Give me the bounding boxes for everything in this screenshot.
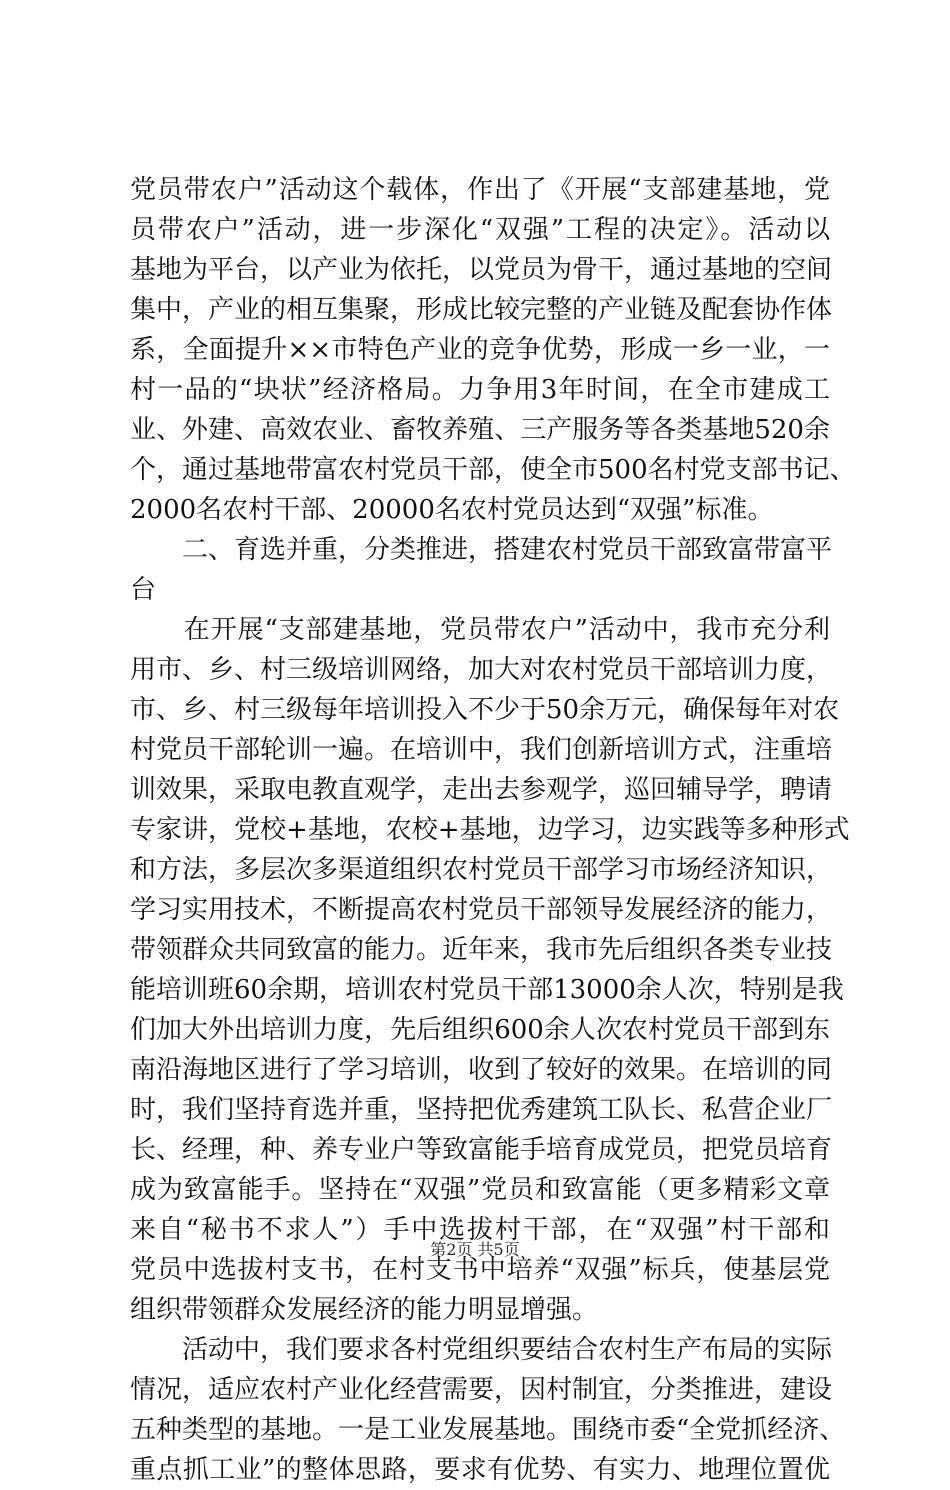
text-line: 党员中选拔村支书，在村支书中培养“双强”标兵，使基层党 — [130, 1255, 830, 1285]
text-line: 活动中，我们要求各村党组织要结合农村生产布局的实际 — [130, 1335, 833, 1365]
text-line: 来自“秘书不求人”）手中选拔村干部，在“双强”村干部和 — [130, 1215, 830, 1245]
text-line: 训效果，采取电教直观学，走出去参观学，巡回辅导学，聘请 — [130, 775, 833, 805]
text-line: 系，全面提升××市特色产业的竞争优势，形成一乡一业，一 — [130, 335, 830, 365]
text-line: 重点抓工业”的整体思路，要求有优势、有实力、地理位置优 — [130, 1455, 830, 1485]
text-line: 2000名农村干部、20000名农村党员达到“双强”标准。 — [130, 495, 774, 525]
text-line: 业、外建、高效农业、畜牧养殖、三产服务等各类基地520余 — [130, 415, 830, 445]
text-line: 情况，适应农村产业化经营需要，因村制宜，分类推进，建设 — [130, 1375, 833, 1405]
text-line: 村一品的“块状”经济格局。力争用3年时间，在全市建成工 — [130, 375, 830, 405]
text-line: 村党员干部轮训一遍。在培训中，我们创新培训方式，注重培 — [130, 735, 833, 765]
text-line: 五种类型的基地。一是工业发展基地。围绕市委“全党抓经济、 — [130, 1415, 846, 1445]
text-line: 基地为平台，以产业为依托，以党员为骨干，通过基地的空间 — [130, 255, 833, 285]
text-line: 们加大外出培训力度，先后组织600余人次农村党员干部到东 — [130, 1015, 830, 1045]
text-line: 用市、乡、村三级培训网络，加大对农村党员干部培训力度， — [130, 655, 833, 685]
document-body — [130, 170, 856, 1490]
text-line: 南沿海地区进行了学习培训，收到了较好的效果。在培训的同 — [130, 1055, 833, 1085]
text-line: 个，通过基地带富农村党员干部，使全市500名村党支部书记、 — [130, 455, 856, 485]
text-line: 成为致富能手。坚持在“双强”党员和致富能（更多精彩文章 — [130, 1175, 830, 1205]
text-line: 党员带农户”活动这个载体，作出了《开展“支部建基地，党 — [130, 175, 830, 205]
text-line: 学习实用技术，不断提高农村党员干部领导发展经济的能力， — [130, 895, 833, 925]
section-heading: 台 — [130, 575, 157, 605]
section-heading: 二、育选并重，分类推进，搭建农村党员干部致富带富平 — [130, 535, 833, 565]
text-line: 专家讲，党校+基地，农校+基地，边学习，边实践等多种形式 — [130, 815, 850, 845]
text-line: 组织带领群众发展经济的能力明显增强。 — [130, 1295, 599, 1325]
text-line: 在开展“支部建基地，党员带农户”活动中，我市充分利 — [130, 615, 830, 645]
page-footer: 第2页 共5页 — [430, 1240, 520, 1259]
text-line: 时，我们坚持育选并重，坚持把优秀建筑工队长、私营企业厂 — [130, 1095, 833, 1125]
text-line: 市、乡、村三级每年培训投入不少于50余万元，确保每年对农 — [130, 695, 840, 725]
text-line: 能培训班60余期，培训农村党员干部13000余人次，特别是我 — [130, 975, 844, 1005]
text-line: 员带农户”活动，进一步深化“双强”工程的决定》。活动以 — [130, 215, 830, 245]
text-line: 和方法，多层次多渠道组织农村党员干部学习市场经济知识， — [130, 855, 833, 885]
text-line: 长、经理，种、养专业户等致富能手培育成党员，把党员培育 — [130, 1135, 833, 1165]
text-line: 集中，产业的相互集聚，形成比较完整的产业链及配套协作体 — [130, 295, 833, 325]
text-line: 带领群众共同致富的能力。近年来，我市先后组织各类专业技 — [130, 935, 833, 965]
